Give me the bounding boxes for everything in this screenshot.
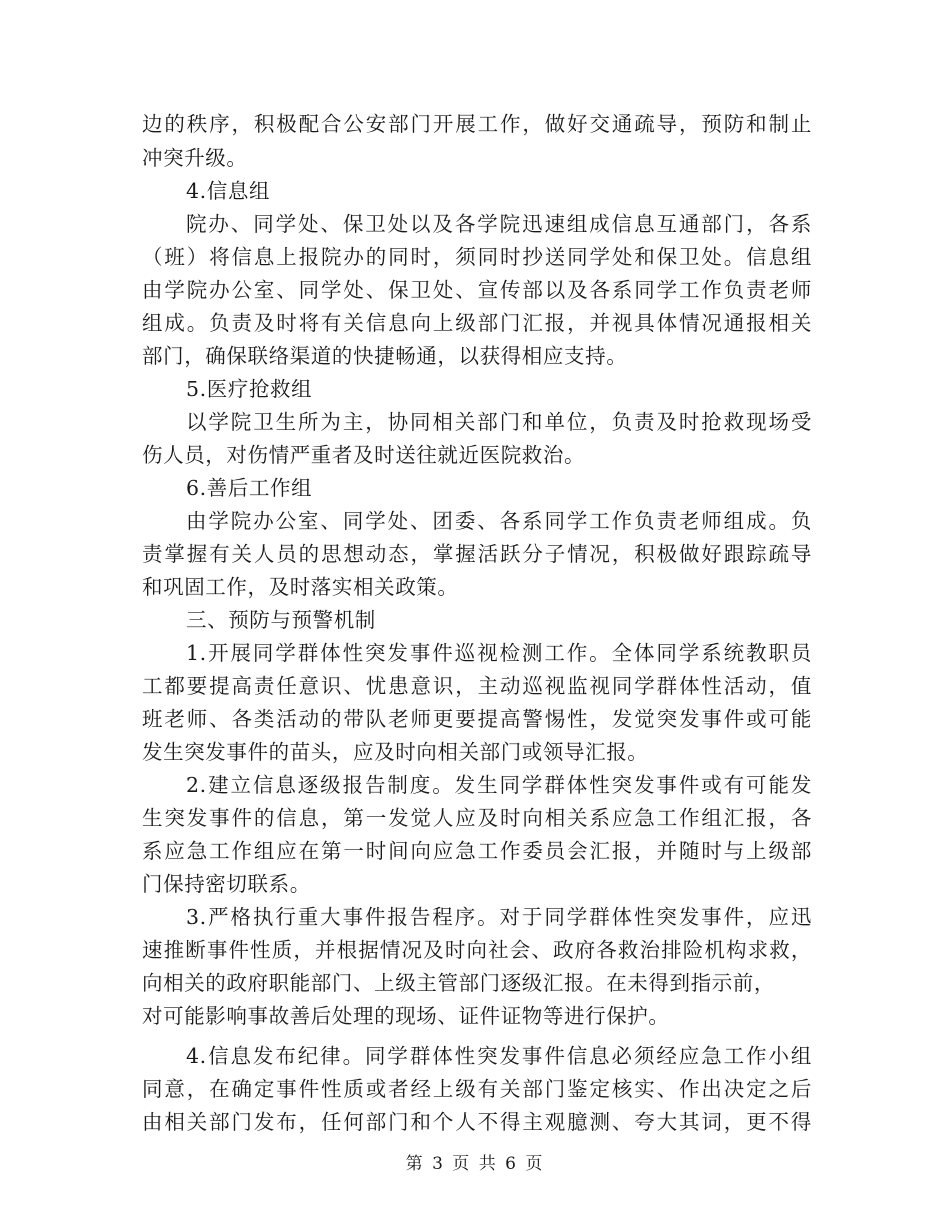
body-text-line: 由学院办公室、同学处、团委、各系同学工作负责老师组成。负 — [186, 509, 812, 533]
body-text-line: 和巩固工作，及时落实相关政策。 — [142, 575, 459, 599]
body-text-line: 同意，在确定事件性质或者经上级有关部门鉴定核实、作出决定之后 — [142, 1077, 812, 1101]
section-heading: 5.医疗抢救组 — [186, 377, 313, 401]
chapter-heading: 三、预防与预警机制 — [186, 608, 376, 632]
body-text-line: 速推断事件性质，并根据情况及时向社会、政府各救治排险机构求救， — [142, 938, 812, 962]
body-text-line: 由学院办公室、同学处、保卫处、宣传部以及各系同学工作负责老师 — [142, 278, 812, 302]
body-text-line: 门保持密切联系。 — [142, 872, 311, 896]
body-text-line: 班老师、各类活动的带队老师更要提高警惕性，发觉突发事件或可能 — [142, 707, 812, 731]
section-heading: 4.信息组 — [186, 179, 271, 203]
body-text-line: 工都要提高责任意识、忧患意识，主动巡视监视同学群体性活动，值 — [142, 674, 812, 698]
body-text-line: 边的秩序，积极配合公安部门开展工作，做好交通疏导，预防和制止 — [142, 112, 812, 136]
body-text-line: （班）将信息上报院办的同时，须同时抄送同学处和保卫处。信息组 — [142, 245, 812, 269]
page-footer: 第 3 页 共 6 页 — [405, 1154, 545, 1174]
body-text-line: 组成。负责及时将有关信息向上级部门汇报，并视具体情况通报相关 — [142, 311, 812, 335]
body-text-line: 系应急工作组应在第一时间向应急工作委员会汇报，并随时与上级部 — [142, 839, 812, 863]
section-heading: 6.善后工作组 — [186, 476, 313, 500]
body-text-line: 伤人员，对伤情严重者及时送往就近医院救治。 — [142, 443, 586, 467]
body-text-line: 4.信息发布纪律。同学群体性突发事件信息必须经应急工作小组 — [186, 1044, 812, 1068]
body-text-line: 以学院卫生所为主，协同相关部门和单位，负责及时抢救现场受 — [186, 410, 812, 434]
body-text-line: 发生突发事件的苗头，应及时向相关部门或领导汇报。 — [142, 740, 649, 764]
body-text-line: 向相关的政府职能部门、上级主管部门逐级汇报。在未得到指示前， — [142, 971, 775, 995]
body-text-line: 责掌握有关人员的思想动态，掌握活跃分子情况，积极做好跟踪疏导 — [142, 542, 812, 566]
body-text-line: 1.开展同学群体性突发事件巡视检测工作。全体同学系统教职员 — [186, 641, 812, 665]
body-text-line: 3.严格执行重大事件报告程序。对于同学群体性突发事件，应迅 — [186, 905, 812, 929]
body-text-line: 由相关部门发布，任何部门和个人不得主观臆测、夸大其词，更不得 — [142, 1110, 812, 1134]
body-text-line: 生突发事件的信息，第一发觉人应及时向相关系应急工作组汇报，各 — [142, 806, 812, 830]
body-text-line: 冲突升级。 — [142, 146, 248, 170]
body-text-line: 院办、同学处、保卫处以及各学院迅速组成信息互通部门，各系 — [186, 212, 812, 236]
body-text-line: 2.建立信息逐级报告制度。发生同学群体性突发事件或有可能发 — [186, 773, 812, 797]
body-text-line: 对可能影响事故善后处理的现场、证件证物等进行保护。 — [142, 1004, 670, 1028]
body-text-line: 部门，确保联络渠道的快捷畅通，以获得相应支持。 — [142, 344, 628, 368]
